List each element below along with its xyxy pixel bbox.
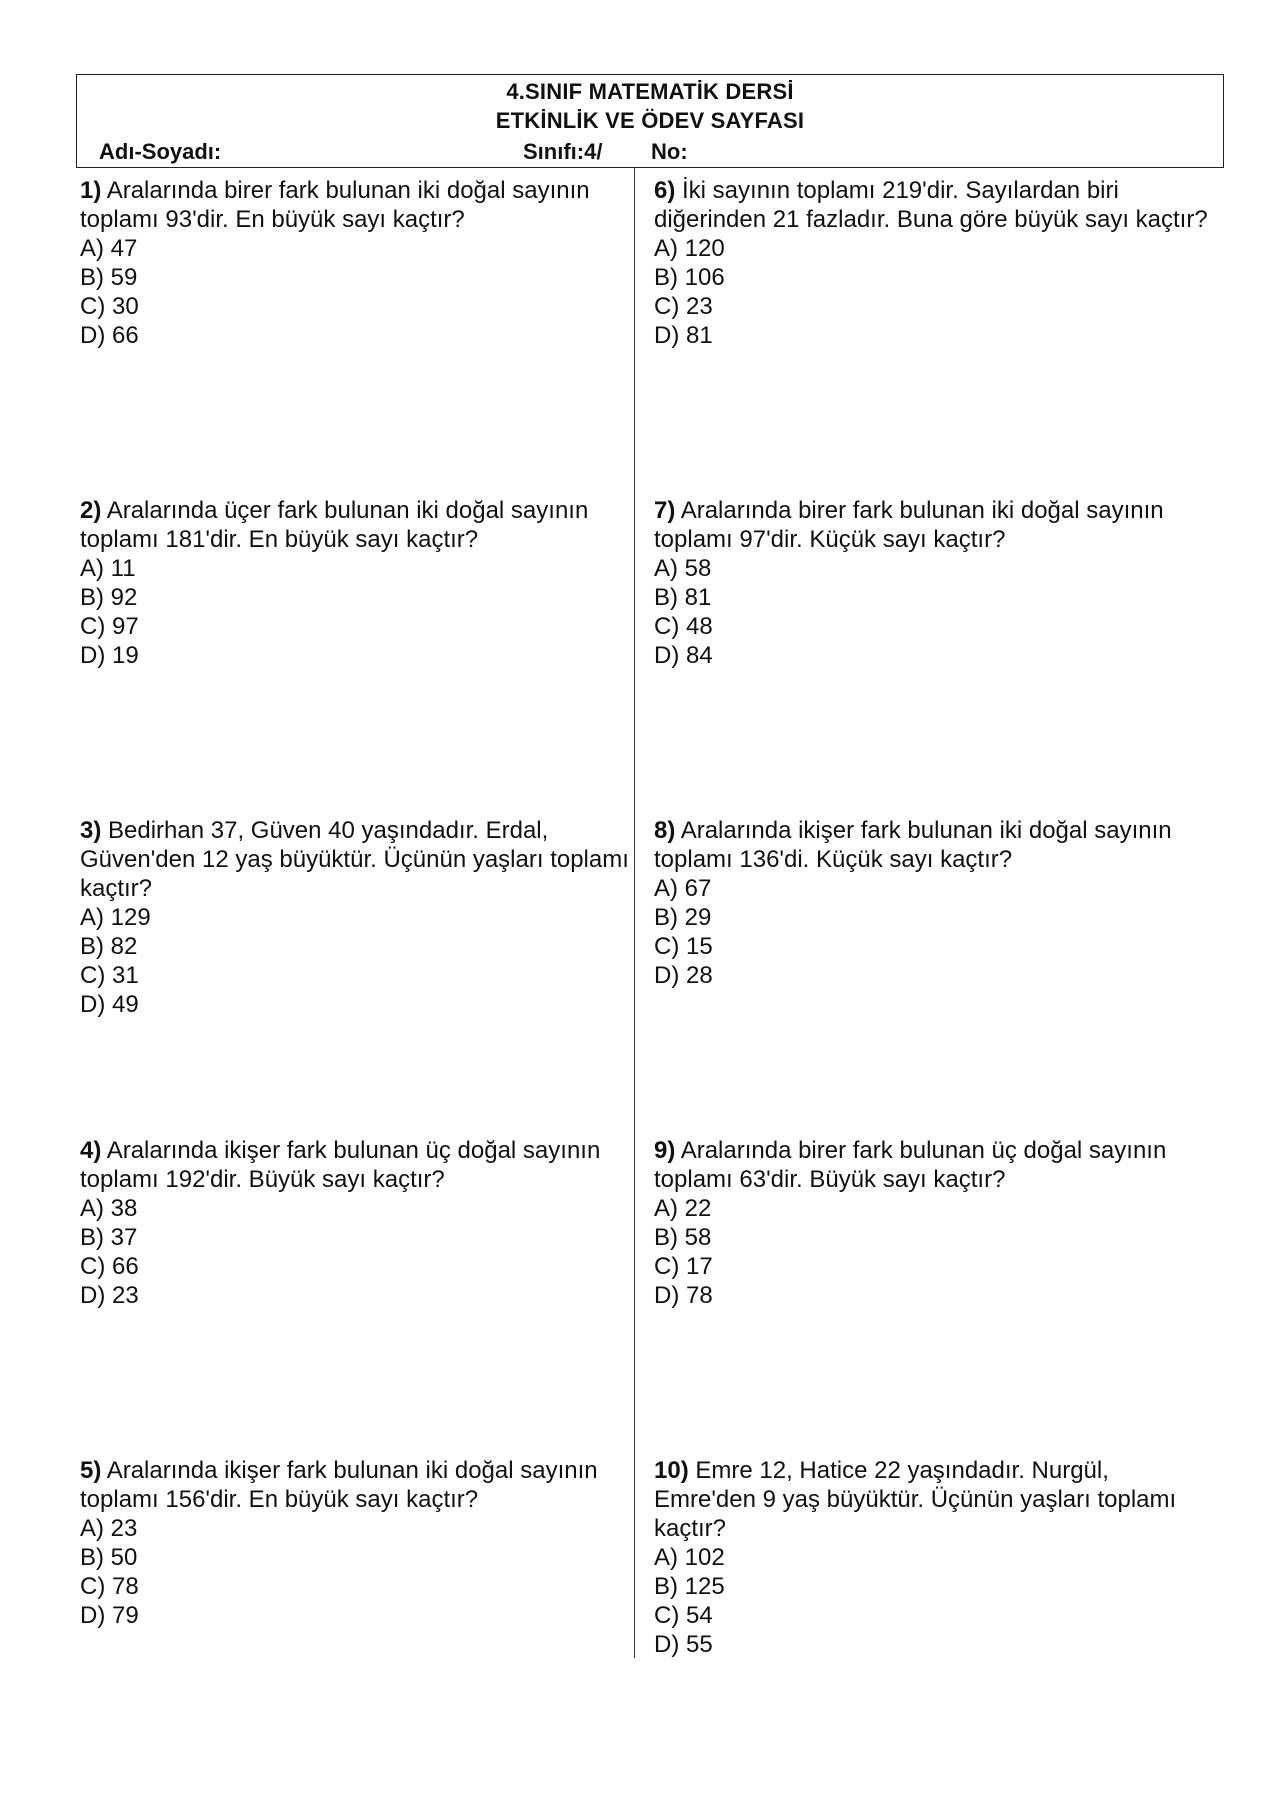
question-number: 10) <box>654 1457 689 1484</box>
option-b: B) 58 <box>654 1224 712 1251</box>
option-d: D) 19 <box>80 642 139 669</box>
option-b: B) 37 <box>80 1224 138 1251</box>
question-6 <box>654 176 1214 350</box>
option-a: A) 47 <box>80 235 138 262</box>
option-d: D) 78 <box>654 1282 713 1309</box>
question-text: Aralarında birer fark bulunan iki doğal sayının toplamı 93'dir. En büyük sayı kaçtır? <box>80 177 590 233</box>
option-a: A) 38 <box>80 1195 138 1222</box>
option-b: B) 106 <box>654 264 725 291</box>
question-number: 8) <box>654 817 676 844</box>
question-number: 5) <box>80 1457 102 1484</box>
option-b: B) 125 <box>654 1573 725 1600</box>
option-d: D) 55 <box>654 1631 713 1658</box>
option-a: A) 11 <box>80 555 136 582</box>
question-text: Bedirhan 37, Güven 40 yaşındadır. Erdal, Güven'den 12 yaş büyüktür. Üçünün yaşları toplamı kaçtır? <box>80 817 629 902</box>
option-b: B) 92 <box>80 584 138 611</box>
option-b: B) 82 <box>80 933 138 960</box>
option-c: C) 17 <box>654 1253 713 1280</box>
option-c: C) 78 <box>80 1573 139 1600</box>
option-d: D) 79 <box>80 1602 139 1629</box>
option-b: B) 29 <box>654 904 712 931</box>
question-8 <box>654 816 1214 990</box>
question-number: 6) <box>654 177 676 204</box>
option-c: C) 15 <box>654 933 713 960</box>
question-9 <box>654 1136 1214 1310</box>
option-a: A) 129 <box>80 904 151 931</box>
option-c: C) 23 <box>654 293 713 320</box>
option-c: C) 31 <box>80 962 139 989</box>
question-text: Aralarında birer fark bulunan iki doğal sayının toplamı 97'dir. Küçük sayı kaçtır? <box>654 497 1164 553</box>
option-b: B) 81 <box>654 584 712 611</box>
question-4 <box>80 1136 630 1310</box>
option-a: A) 120 <box>654 235 725 262</box>
question-3 <box>80 816 630 1019</box>
option-c: C) 97 <box>80 613 139 640</box>
question-number: 3) <box>80 817 102 844</box>
option-c: C) 48 <box>654 613 713 640</box>
question-text: Aralarında ikişer fark bulunan üç doğal sayının toplamı 192'dir. Büyük sayı kaçtır? <box>80 1137 601 1193</box>
option-d: D) 81 <box>654 322 713 349</box>
worksheet-header <box>76 74 1224 168</box>
page-title: 4.SINIF MATEMATİK DERSİ <box>506 79 794 104</box>
name-label: Adı-Soyadı: <box>99 139 222 164</box>
option-b: B) 50 <box>80 1544 138 1571</box>
question-text: Aralarında birer fark bulunan üç doğal sayının toplamı 63'dir. Büyük sayı kaçtır? <box>654 1137 1167 1193</box>
option-c: C) 54 <box>654 1602 713 1629</box>
question-7 <box>654 496 1214 670</box>
option-d: D) 66 <box>80 322 139 349</box>
question-text: Aralarında ikişer fark bulunan iki doğal sayının toplamı 156'dir. En büyük sayı kaçtır? <box>80 1457 598 1513</box>
question-text: İki sayının toplamı 219'dir. Sayılardan biri diğerinden 21 fazladır. Buna göre büyük sayı kaçtır? <box>654 177 1208 233</box>
option-a: A) 58 <box>654 555 712 582</box>
class-label: Sınıfı:4/ <box>523 139 603 164</box>
page-subtitle: ETKİNLİK VE ÖDEV SAYFASI <box>495 108 805 133</box>
question-text: Emre 12, Hatice 22 yaşındadır. Nurgül, Emre'den 9 yaş büyüktür. Üçünün yaşları toplamı kaçtır? <box>654 1457 1177 1542</box>
question-5 <box>80 1456 630 1630</box>
question-text: Aralarında üçer fark bulunan iki doğal sayının toplamı 181'dir. En büyük sayı kaçtır? <box>80 497 589 553</box>
option-a: A) 102 <box>654 1544 725 1571</box>
option-d: D) 49 <box>80 991 139 1018</box>
question-text: Aralarında ikişer fark bulunan iki doğal sayının toplamı 136'di. Küçük sayı kaçtır? <box>654 817 1172 873</box>
option-a: A) 23 <box>80 1515 138 1542</box>
option-a: A) 67 <box>654 875 712 902</box>
option-c: C) 30 <box>80 293 139 320</box>
option-d: D) 28 <box>654 962 713 989</box>
question-10 <box>654 1456 1214 1659</box>
column-divider <box>634 168 635 1658</box>
option-a: A) 22 <box>654 1195 712 1222</box>
question-2 <box>80 496 630 670</box>
question-number: 1) <box>80 177 102 204</box>
question-number: 2) <box>80 497 102 524</box>
question-number: 4) <box>80 1137 102 1164</box>
option-d: D) 23 <box>80 1282 139 1309</box>
option-d: D) 84 <box>654 642 713 669</box>
question-1 <box>80 176 630 350</box>
question-number: 9) <box>654 1137 676 1164</box>
option-b: B) 59 <box>80 264 138 291</box>
option-c: C) 66 <box>80 1253 139 1280</box>
number-label: No: <box>651 139 688 164</box>
question-number: 7) <box>654 497 676 524</box>
